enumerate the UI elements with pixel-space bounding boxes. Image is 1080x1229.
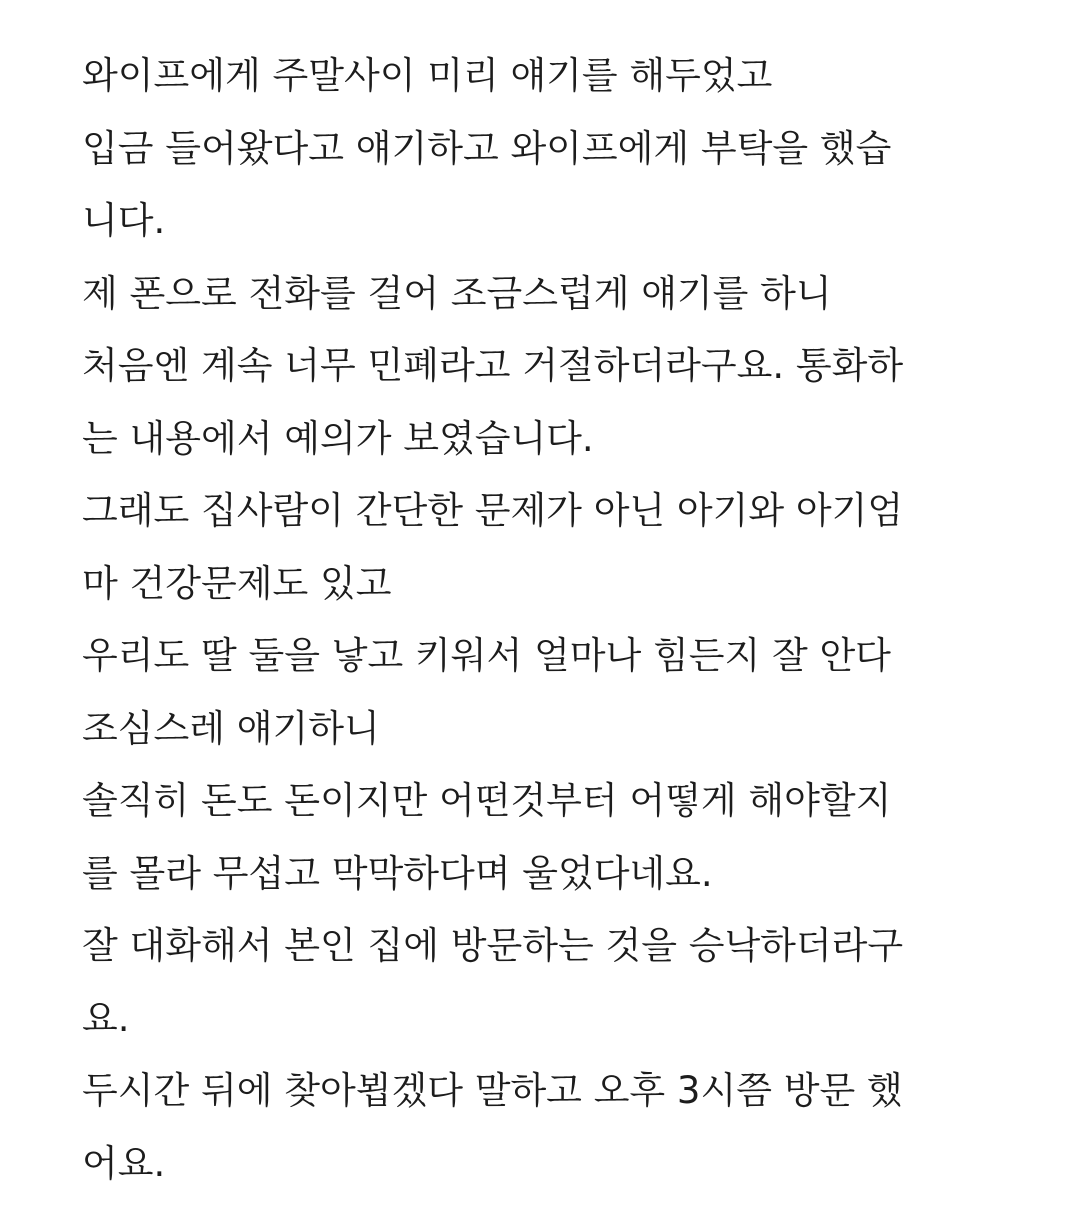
text-line: 두시간 뒤에 찾아뵙겠다 말하고 오후 3시쯤 방문 했 [82,1069,903,1112]
text-line: 잘 대화해서 본인 집에 방문하는 것을 승낙하더라구 [82,924,904,967]
text-line: 솔직히 돈도 돈이지만 어떤것부터 어떻게 해야할지 [82,779,892,822]
text-line: 어요. [82,1141,166,1185]
text-line: 조심스레 얘기하니 [82,706,380,750]
text-line: 우리도 딸 둘을 낳고 키워서 얼마나 힘든지 잘 안다 [82,634,891,677]
text-line: 요. [82,996,130,1040]
post-body [82,40,1042,1200]
text-line: 입금 들어왔다고 얘기하고 와이프에게 부탁을 했습 [82,126,892,170]
text-line: 니다. [82,199,166,242]
text-line: 는 내용에서 예의가 보였습니다. [82,416,594,460]
text-line: 처음엔 계속 너무 민폐라고 거절하더라구요. 통화하 [82,344,904,387]
text-line: 마 건강문제도 있고 [82,561,392,605]
text-line: 를 몰라 무섭고 막막하다며 울었다네요. [82,851,713,895]
text-line: 제 폰으로 전화를 걸어 조금스럽게 얘기를 하니 [82,271,832,315]
text-line: 그래도 집사람이 간단한 문제가 아닌 아기와 아기엄 [82,489,904,532]
text-line: 와이프에게 주말사이 미리 얘기를 해두었고 [82,54,773,97]
